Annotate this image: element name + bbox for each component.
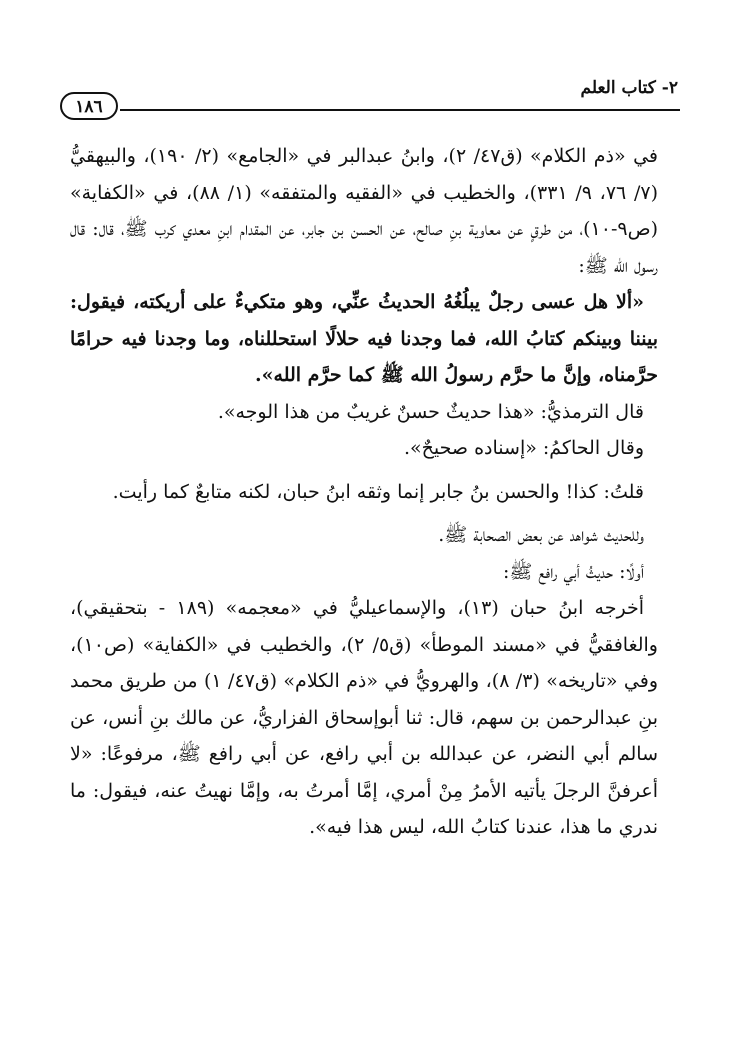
book-title: ٢- كتاب العلم <box>580 78 678 98</box>
paragraph-shawahid: وللحديث شواهد عن بعض الصحابة ﷺ. <box>438 524 644 546</box>
page-number: ١٨٦ <box>60 92 118 120</box>
page-body <box>70 138 658 846</box>
page-header <box>60 78 680 118</box>
paragraph-citations: في «ذم الكلام» (ق٤٧/ ٢)، وابنُ عبدالبر في «الجامع» (٢/ ١٩٠)، والبيهقيُّ (٧/ ٧٦، ٩/ ٣٣١)، والخطيب في «الفقيه والمتفقه» (١/ ٨٨)، في «الكفاية» (ص٩-١٠)، من طرقٍ عن معاوية بنِ صالح، عن الحسن بن جابر، عن المقدام ابنِ معدي كرب ﷺ، قال: قال رسول الله ﷺ: <box>70 145 659 277</box>
paragraph-hadith-text: «ألا هل عسى رجلٌ يبلُغُهُ الحديثُ عنِّي، وهو متكيءٌ على أريكته، فيقول: بيننا وبينكم كتابُ الله، فما وجدنا فيه حلالًا استحللناه، وما وجدنا فيه حرامًا حرَّمناه، وإنَّ ما حرَّم رسولُ الله ﷺ كما حرَّم الله». <box>70 291 658 386</box>
paragraph-tirmidhi: قال الترمذيُّ: «هذا حديثٌ حسنٌ غريبٌ من هذا الوجه». <box>217 400 644 423</box>
paragraph-abu-rafi-heading: أولًا: حديثُ أبي رافع ﷺ: <box>502 560 644 583</box>
header-rule <box>120 109 680 111</box>
paragraph-abu-rafi-takhrij: أخرجه ابنُ حبان (١٣)، والإسماعيليُّ في «معجمه» (١٨٩ - بتحقيقي)، والغافقيُّ في «مسند الموطأ» (ق٥/ ٢)، والخطيب في «الكفاية» (ص١٠)، وفي «تاريخه» (٣/ ٨)، والهرويُّ في «ذم الكلام» (ق٤٧/ ١) من طريق محمد بنِ عبدالرحمن بن سهم، قال: ثنا أبوإسحاق الفزاريُّ، عن مالك بنِ أنس، عن سالم أبي النضر، عن عبدالله بن أبي رافع، عن أبي رافع ﷺ، مرفوعًا: «لا أعرفنَّ الرجلَ يأتيه الأمرُ مِنْ أمري، إمَّا أمرتُ به، وإمَّا نهيتُ عنه، فيقول: ما ندري ما هذا، عندنا كتابُ الله، ليس هذا فيه». <box>70 597 658 838</box>
paragraph-hakim: وقال الحاكمُ: «إسناده صحيحٌ». <box>403 437 644 459</box>
paragraph-author-note: قلتُ: كذا! والحسن بنُ جابر إنما وثقه ابنُ حبان، لكنه متابعٌ كما رأيت. <box>112 480 644 503</box>
